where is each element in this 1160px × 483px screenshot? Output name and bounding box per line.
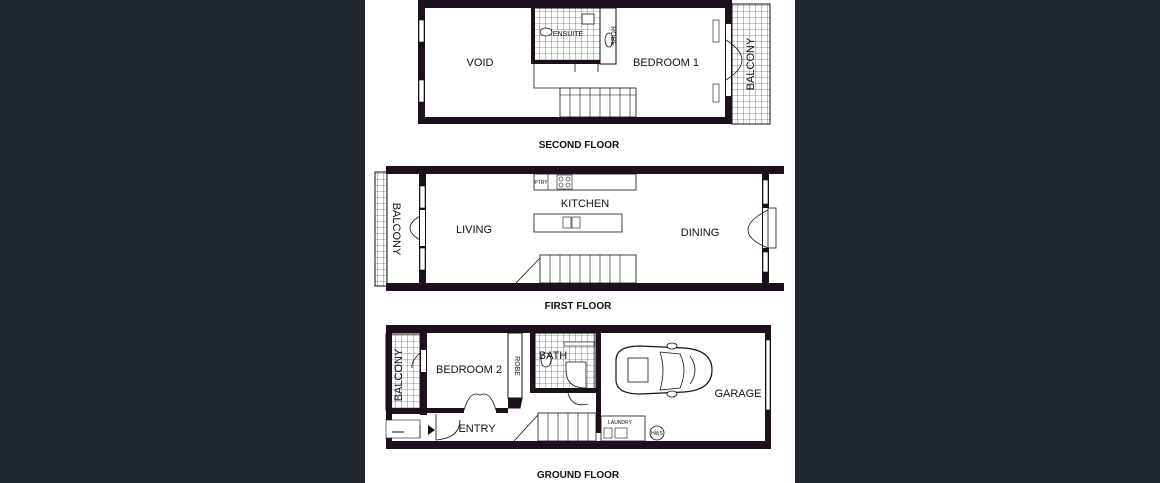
label-kitchen: KITCHEN [560, 198, 610, 210]
label-void: VOID [466, 57, 494, 69]
label-bath: BATH [538, 350, 568, 362]
label-living: LIVING [455, 224, 493, 236]
label-dining: DINING [680, 227, 720, 239]
second-floor-stairs [560, 88, 636, 117]
label-ensuite: ENSUITE [552, 31, 584, 38]
label-hws: HWS [651, 431, 663, 437]
label-garage: GARAGE [714, 388, 762, 400]
first-floor-balcony-tiles [375, 172, 387, 286]
label-first-balcony: BALCONY [390, 202, 402, 256]
kitchen-bench [534, 174, 636, 190]
car-outline-icon [616, 343, 712, 397]
first-floor-label: FIRST FLOOR [544, 301, 612, 312]
label-second-balcony: BALCONY [745, 37, 757, 91]
label-bedroom-1: BEDROOM 1 [632, 57, 700, 69]
label-laundry: LAUNDRY [608, 420, 632, 426]
label-pantry: PTRY [534, 180, 548, 186]
second-floor-label: SECOND FLOOR [538, 140, 620, 151]
ground-floor-label: GROUND FLOOR [536, 470, 620, 481]
label-ground-robe: ROBE [513, 356, 520, 376]
label-bedroom-2: BEDROOM 2 [435, 364, 503, 376]
label-ground-balcony: BALCONY [393, 348, 405, 402]
kitchen-island [534, 214, 622, 232]
label-entry: ENTRY [458, 423, 496, 435]
label-second-robe: ROBE [609, 26, 616, 46]
